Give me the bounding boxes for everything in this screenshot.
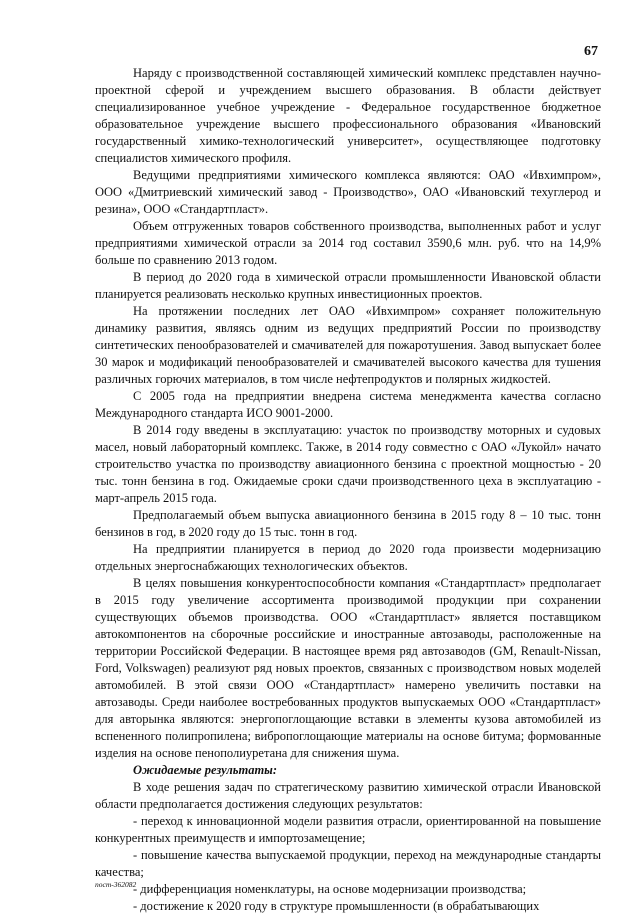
paragraph: В ходе решения задач по стратегическому развитию химической отрасли Ивановской области предполагается достижения следующих результатов: bbox=[95, 780, 601, 811]
paragraph: Объем отгруженных товаров собственного производства, выполненных работ и услуг предприятиями химической отрасли за 2014 год составил 3590,6 млн. руб. что на 14,9% больше по сравнению 2013 годом. bbox=[95, 219, 601, 267]
list-item: - переход к инновационной модели развития отрасли, ориентированной на повышение конкурентных преимуществ и импортозамещение; bbox=[95, 814, 601, 845]
page-number: 67 bbox=[584, 44, 598, 59]
list-item: - достижение к 2020 году в структуре промышленности (в обрабатывающих bbox=[133, 899, 540, 913]
list-item: - дифференциация номенклатуры, на основе модернизации производства; bbox=[133, 882, 527, 896]
paragraph: В период до 2020 года в химической отрасли промышленности Ивановской области планируется реализовать несколько крупных инвестиционных проектов. bbox=[95, 270, 601, 301]
paragraph: Наряду с производственной составляющей химический комплекс представлен научно-проектной сферой и учреждением высшего образования. В области действует специализированное учебное учреждение - Федеральное государственное бюджетное образовательное учреждение высшего профессионального образования «Ивановский государственный химико-технологический университет», осуществляющее подготовку специалистов химического профиля. bbox=[95, 66, 601, 165]
section-heading: Ожидаемые результаты: bbox=[133, 763, 278, 777]
paragraph: Предполагаемый объем выпуска авиационного бензина в 2015 году 8 – 10 тыс. тонн бензинов в год, в 2020 году до 15 тыс. тонн в год. bbox=[95, 508, 601, 539]
footer-code: пост-362082 bbox=[95, 880, 137, 889]
paragraph: В целях повышения конкурентоспособности компания «Стандартпласт» предполагает в 2015 году увеличение ассортимента производимой продукции при сохранении существующих объемов производства. ООО «Стандартпласт» является поставщиком автокомпонентов на сборочные российские и иностранные автозаводы, расположенные на территории Российской Федерации. В настоящее время ряд автозаводов (GM, Renault-Nissan, Ford, Volkswagen) реализуют ряд новых проектов, связанных с производством новых моделей автомобилей. В этой связи ООО «Стандартпласт» намерено увеличить поставки на автозаводы. Среди наиболее востребованных продуктов выпускаемых ООО «Стандартпласт» для авторынка являются: энергопоглощающие вставки в элементы кузова автомобилей из вспененного полипропилена; вибропоглощающие материалы на основе битума; формованные изделия на основе пенополиуретана для снижения шума. bbox=[95, 576, 601, 760]
paragraph: В 2014 году введены в эксплуатацию: участок по производству моторных и судовых масел, новый лабораторный комплекс. Также, в 2014 году совместно с ОАО «Лукойл» начато строительство участка по производству авиационного бензина с проектной мощностью - 20 тыс. тонн бензина в год. Ожидаемые сроки сдачи производственного цеха в эксплуатацию - март-апрель 2015 года. bbox=[95, 423, 601, 505]
paragraph: На протяжении последних лет ОАО «Ивхимпром» сохраняет положительную динамику развития, являясь одним из ведущих предприятий России по производству синтетических пенообразователей и смачивателей для пожаротушения. Завод выпускает более 30 марок и модификаций пенообразователей и смачивателей высокого качества для тушения различных горючих материалов, в том числе нефтепродуктов и полярных жидкостей. bbox=[95, 304, 601, 386]
document-body bbox=[95, 65, 601, 915]
paragraph: С 2005 года на предприятии внедрена система менеджмента качества согласно Международного стандарта ИСО 9001-2000. bbox=[95, 389, 601, 420]
paragraph: Ведущими предприятиями химического комплекса являются: ОАО «Ивхимпром», ООО «Дмитриевский химический завод - Производство», ОАО «Ивановский техуглерод и резина», ООО «Стандартпласт». bbox=[95, 168, 601, 216]
list-item: - повышение качества выпускаемой продукции, переход на международные стандарты качества; bbox=[95, 848, 601, 879]
paragraph: На предприятии планируется в период до 2020 года произвести модернизацию отдельных энергоснабжающих технологических объектов. bbox=[95, 542, 601, 573]
